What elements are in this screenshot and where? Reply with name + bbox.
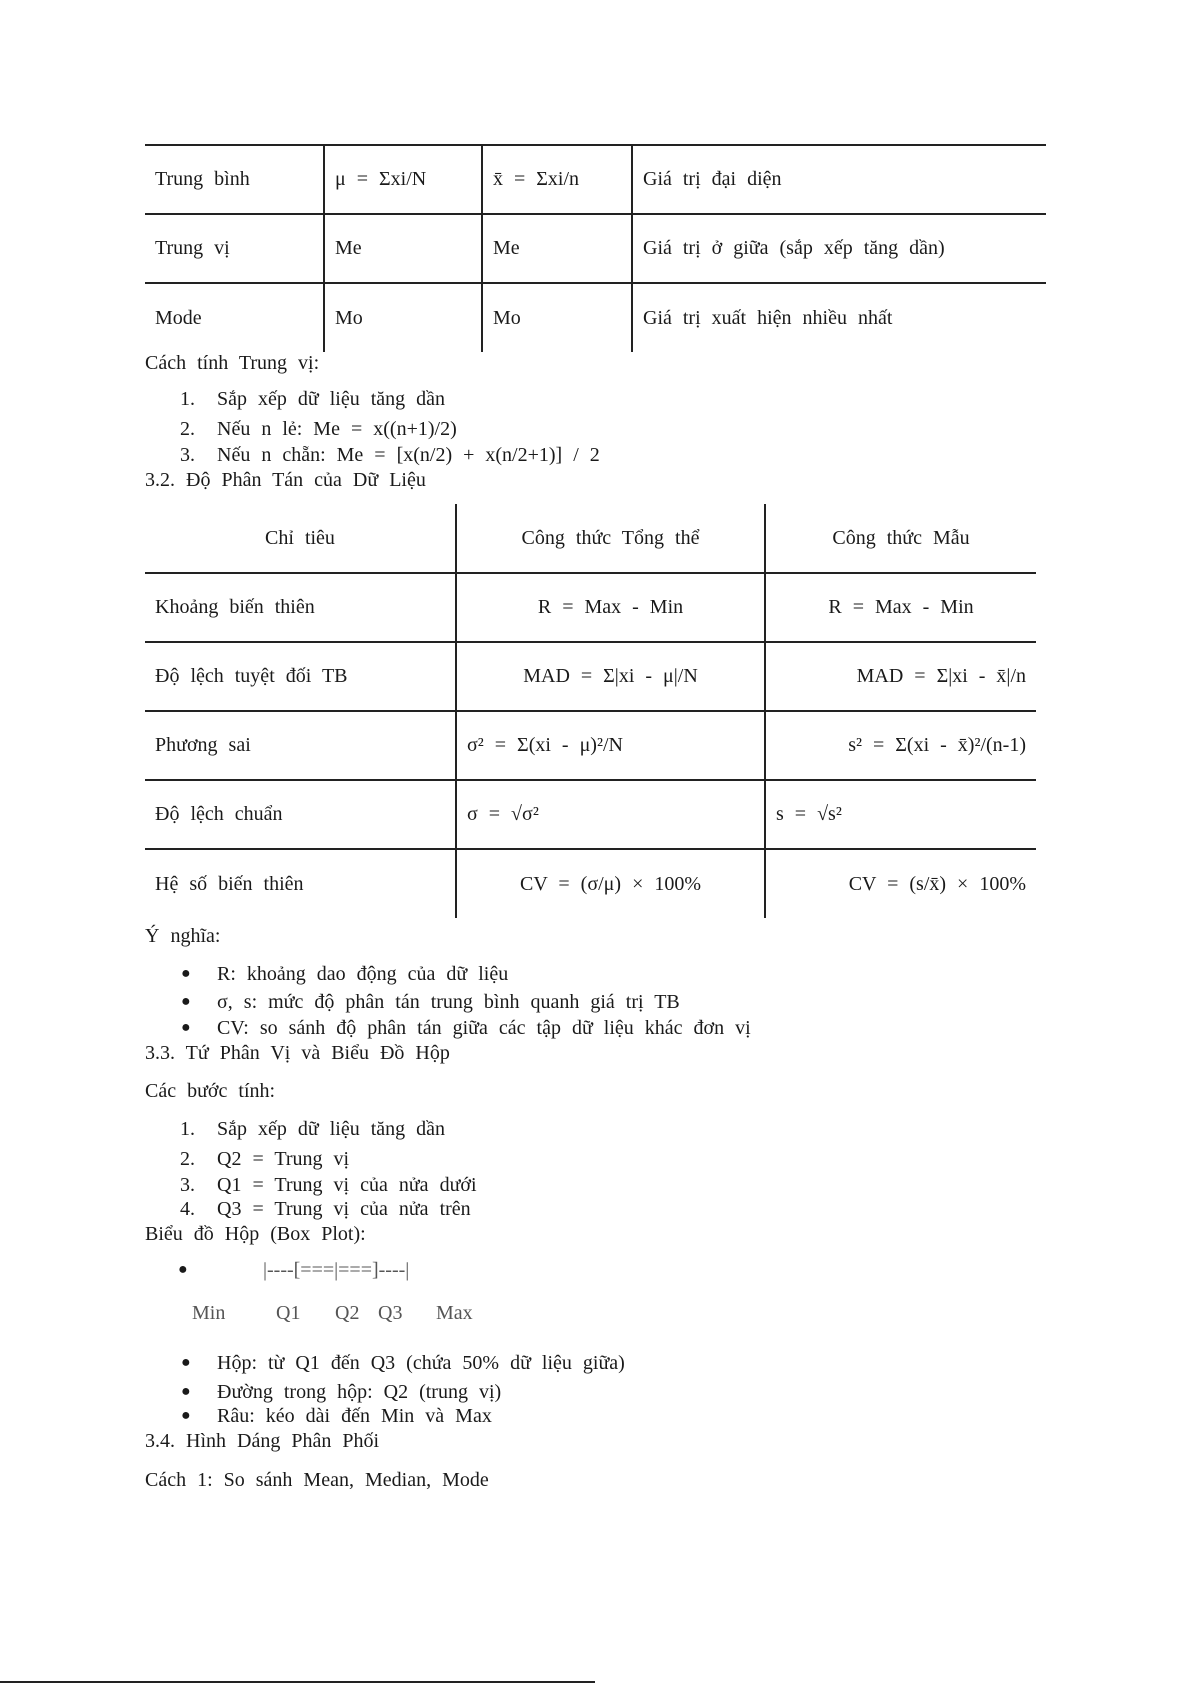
- boxplot-label-q3: Q3: [378, 1302, 403, 1324]
- table-row: [145, 642, 1036, 711]
- table-cell: Khoảng biến thiên: [145, 573, 456, 642]
- table-cell: CV = (σ/μ) × 100%: [456, 849, 765, 918]
- meaning-title: Ý nghĩa:: [145, 925, 221, 947]
- table-row: [145, 780, 1036, 849]
- table-cell: Giá trị đại diện: [632, 145, 1046, 214]
- boxplot-title: Biểu đồ Hộp (Box Plot):: [145, 1223, 366, 1245]
- table-cell: R = Max - Min: [456, 573, 765, 642]
- table-cell: Trung bình: [145, 145, 324, 214]
- bullet-item: ● R: khoảng dao động của dữ liệu: [217, 963, 508, 986]
- section-heading-3-4: 3.4. Hình Dáng Phân Phối: [145, 1430, 379, 1452]
- table-cell: μ = Σxi/N: [324, 145, 482, 214]
- table-row: [145, 145, 1046, 214]
- table-cell: Độ lệch chuẩn: [145, 780, 456, 849]
- list-item: Q2 = Trung vị: [217, 1148, 350, 1170]
- section-heading-3-3: 3.3. Tứ Phân Vị và Biểu Đồ Hộp: [145, 1042, 450, 1064]
- table-cell: σ = √σ²: [456, 780, 765, 849]
- bullet-item: ● CV: so sánh độ phân tán giữa các tập dữ liệu khác đơn vị: [217, 1017, 751, 1040]
- list-item: Sắp xếp dữ liệu tăng dần: [217, 388, 446, 410]
- table-cell: CV = (s/x̄) × 100%: [765, 849, 1036, 918]
- quartile-steps-title: Các bước tính:: [145, 1080, 276, 1102]
- table-header: Công thức Mẫu: [765, 504, 1036, 573]
- table-row: [145, 711, 1036, 780]
- list-item: Sắp xếp dữ liệu tăng dần: [217, 1118, 446, 1140]
- table-cell: σ² = Σ(xi - μ)²/N: [456, 711, 765, 780]
- boxplot-label-max: Max: [436, 1302, 473, 1324]
- table-cell: Phương sai: [145, 711, 456, 780]
- bullet-item: ● Đường trong hộp: Q2 (trung vị): [217, 1381, 501, 1404]
- list-number: 2.: [180, 1148, 195, 1170]
- central-tendency-table: [145, 144, 1046, 352]
- table-row: [145, 283, 1046, 352]
- table-cell: Me: [324, 214, 482, 283]
- table-row: [145, 573, 1036, 642]
- table-header: Chỉ tiêu: [145, 504, 456, 573]
- list-item: Q1 = Trung vị của nửa dưới: [217, 1174, 477, 1196]
- method-1-text: Cách 1: So sánh Mean, Median, Mode: [145, 1469, 489, 1491]
- bullet-item: ● σ, s: mức độ phân tán trung bình quanh giá trị TB: [217, 991, 680, 1014]
- list-number: 1.: [180, 1118, 195, 1140]
- list-number: 2.: [180, 418, 195, 440]
- table-row: [145, 849, 1036, 918]
- section-heading-3-2: 3.2. Độ Phân Tán của Dữ Liệu: [145, 469, 426, 491]
- table-cell: Mo: [482, 283, 632, 352]
- table-cell: s = √s²: [765, 780, 1036, 849]
- table-cell: MAD = Σ|xi - x̄|/n: [765, 642, 1036, 711]
- list-item: Q3 = Trung vị của nửa trên: [217, 1198, 471, 1220]
- bullet-dot: ●: [178, 1261, 188, 1278]
- boxplot-label-q2: Q2: [335, 1302, 360, 1324]
- table-cell: Trung vị: [145, 214, 324, 283]
- median-calc-title: Cách tính Trung vị:: [145, 352, 320, 374]
- table-cell: Mode: [155, 306, 202, 329]
- list-number: 3.: [180, 444, 195, 466]
- list-item: Nếu n chẵn: Me = [x(n/2) + x(n/2+1)] / 2: [217, 444, 600, 466]
- list-item: Nếu n lẻ: Me = x((n+1)/2): [217, 418, 457, 440]
- boxplot-label-min: Min: [192, 1302, 226, 1324]
- table-cell: Giá trị xuất hiện nhiều nhất: [632, 283, 1046, 352]
- table-header: Công thức Tổng thể: [456, 504, 765, 573]
- page-bottom-rule: [0, 1681, 595, 1683]
- boxplot-ascii: |----[===|===]----|: [263, 1259, 410, 1281]
- dispersion-table: [145, 504, 1036, 918]
- table-header-row: [145, 504, 1036, 573]
- bullet-item: ● Hộp: từ Q1 đến Q3 (chứa 50% dữ liệu giữa): [217, 1352, 625, 1375]
- list-number: 1.: [180, 388, 195, 410]
- bullet-item: ● Râu: kéo dài đến Min và Max: [217, 1405, 492, 1428]
- table-cell: Độ lệch tuyệt đối TB: [145, 642, 456, 711]
- table-cell: Mo: [324, 283, 482, 352]
- table-cell: Me: [482, 214, 632, 283]
- table-cell: MAD = Σ|xi - μ|/N: [456, 642, 765, 711]
- table-row: [145, 214, 1046, 283]
- table-cell: s² = Σ(xi - x̄)²/(n-1): [765, 711, 1036, 780]
- boxplot-label-q1: Q1: [276, 1302, 301, 1324]
- list-number: 3.: [180, 1174, 195, 1196]
- table-cell: Giá trị ở giữa (sắp xếp tăng dần): [632, 214, 1046, 283]
- table-cell: x̄ = Σxi/n: [482, 145, 632, 214]
- table-cell: Hệ số biến thiên: [155, 872, 304, 895]
- list-number: 4.: [180, 1198, 195, 1220]
- table-cell: R = Max - Min: [765, 573, 1036, 642]
